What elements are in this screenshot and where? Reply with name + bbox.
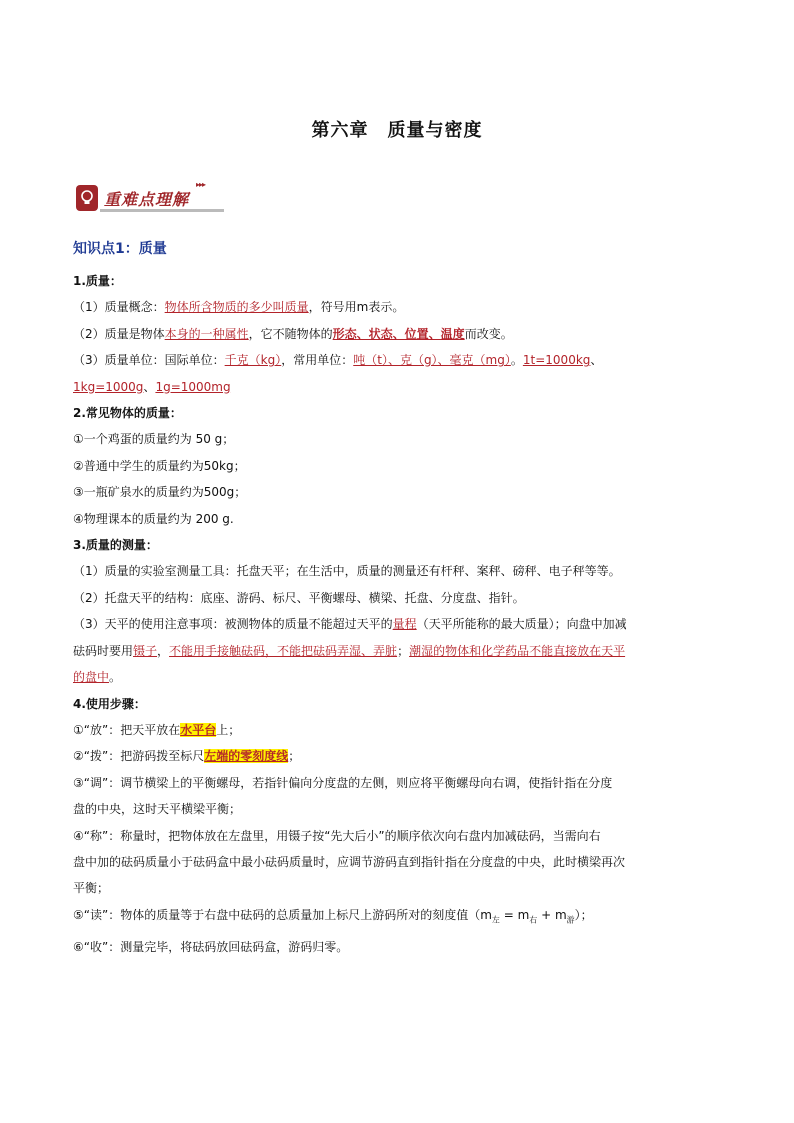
step-item: ②“拨”：把游码拨至标尺左端的零刻度线； (73, 749, 301, 764)
step-item: ⑤“读”：物体的质量等于右盘中砝码的总质量加上标尺上游码所对的刻度值$(m_左 = m_右 + m_游)$； (73, 907, 593, 925)
paragraph: 的盘中。 (73, 670, 122, 685)
banner-arrows: ▸▸▸ (196, 180, 206, 189)
step-item: ①“放”：把天平放在水平台上； (73, 722, 241, 737)
paragraph: 砝码时要用镊子，不能用手接触砝码，不能把砝码弄湿、弄脏；潮湿的物体和化学药品不能直接放在天平 (73, 643, 626, 658)
content-body (73, 268, 725, 960)
step-item: 盘中加的砝码质量小于砝码盒中最小砝码质量时，应调节游码直到指针指在分度盘的中央，此时横梁再次 (73, 854, 626, 869)
step-item: 平衡； (73, 881, 110, 896)
paragraph: （3）天平的使用注意事项：被测物体的质量不能超过天平的量程（天平所能称的最大质量）；向盘中加减 (73, 617, 627, 632)
list-item: ①一个鸡蛋的质量约为 50 g； (73, 432, 235, 447)
sub-heading: 1.质量： (73, 274, 122, 288)
step-item: ④“称”：称量时，把物体放在左盘里，用镊子按“先大后小”的顺序依次向右盘内加减砝码，当需向右 (73, 828, 601, 843)
paragraph: （1）质量的实验室测量工具：托盘天平；在生活中，质量的测量还有杆秤、案秤、磅秤、电子秤等等。 (73, 564, 621, 579)
section-banner (76, 181, 236, 217)
banner-title: 重难点理解 (104, 190, 190, 209)
sub-heading: 4.使用步骤： (73, 696, 146, 711)
section-heading: 知识点1：质量 (73, 241, 167, 257)
paragraph: （2）质量是物体本身的一种属性，它不随物体的形态、状态、位置、温度而改变。 (73, 326, 513, 341)
step-item: ⑥“收”：测量完毕，将砝码放回砝码盒，游码归零。 (73, 939, 349, 954)
lightbulb-icon (76, 185, 98, 211)
list-item: ④物理课本的质量约为 200 g. (73, 511, 234, 526)
step-item: 盘的中央，这时天平横梁平衡； (73, 802, 242, 817)
page-title: 第六章 质量与密度 (311, 120, 483, 141)
step-item: ③“调”：调节横梁上的平衡螺母，若指针偏向分度盘的左侧，则应将平衡螺母向右调，使指针指在分度 (73, 775, 613, 790)
list-item: ②普通中学生的质量约为50kg； (73, 458, 246, 473)
paragraph: （3）质量单位：国际单位：千克（kg），常用单位：吨（t）、克（g）、毫克（mg）。1t=1000kg、 (73, 353, 603, 368)
paragraph: 1kg=1000g、1g=1000mg (73, 379, 231, 394)
paragraph: （2）托盘天平的结构：底座、游码、标尺、平衡螺母、横梁、托盘、分度盘、指针。 (73, 590, 525, 605)
list-item: ③一瓶矿泉水的质量约为500g； (73, 485, 247, 500)
banner-underline (100, 209, 224, 212)
sub-heading: 2.常见物体的质量： (73, 406, 182, 421)
paragraph: （1）质量概念：物体所含物质的多少叫质量，符号用m表示。 (73, 300, 405, 315)
sub-heading: 3.质量的测量： (73, 538, 158, 553)
